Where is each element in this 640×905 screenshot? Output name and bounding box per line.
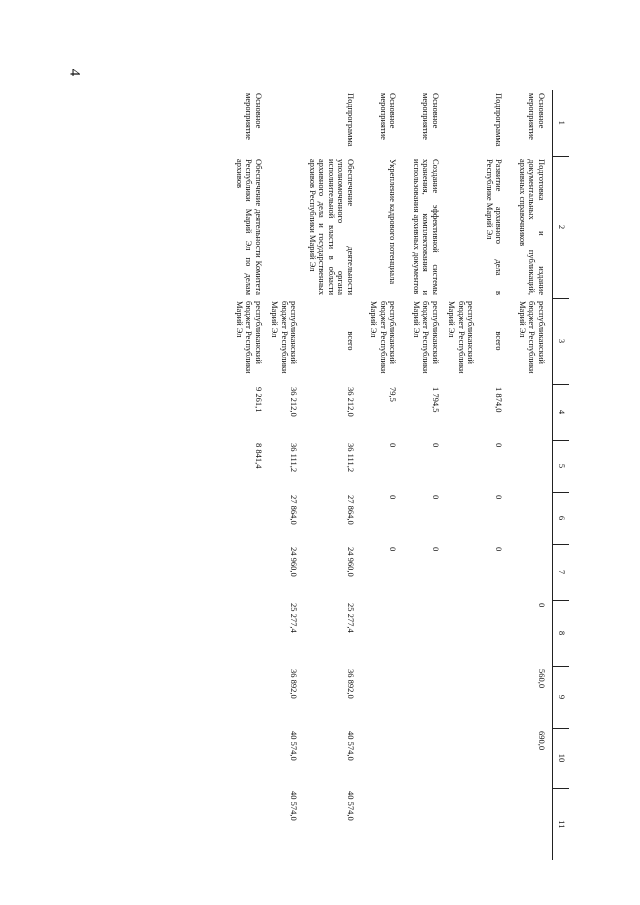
value-cell: 0 <box>430 547 441 552</box>
funding-source: республиканский бюджет Республики Марий Эл <box>234 301 264 374</box>
table-row <box>476 90 509 860</box>
value-cell <box>446 600 477 666</box>
value-cell <box>361 728 404 788</box>
value-cell <box>476 788 509 860</box>
table-row <box>361 90 404 860</box>
col-header: 10 <box>553 728 570 788</box>
table-row <box>226 90 269 860</box>
col-header: 3 <box>553 298 570 384</box>
value-cell: 36 111,2 <box>345 443 356 473</box>
col-header: 6 <box>553 492 570 544</box>
value-cell: 40 574,0 <box>345 791 356 821</box>
col-header: 8 <box>553 600 570 666</box>
value-cell: 25 277,4 <box>345 603 356 633</box>
row-type: Основное мероприятие <box>378 93 399 140</box>
row-type: Подпрограмма <box>494 93 505 147</box>
column-number-row <box>553 90 570 860</box>
value-cell: 0 <box>430 443 441 448</box>
value-cell <box>226 492 269 544</box>
value-cell <box>403 728 446 788</box>
value-cell: 0 <box>388 495 399 500</box>
row-name: Обеспечение деятельности уполномоченного органа исполнительной власти в области архивного дела и государственных архивов Республики Марий Эл <box>307 159 356 295</box>
funding-source: республиканский бюджет Республики Марий Эл <box>411 301 441 374</box>
value-cell: 0 <box>494 547 505 552</box>
funding-source: республиканский бюджет Республики Марий Эл <box>369 301 399 374</box>
value-cell: 0 <box>388 443 399 448</box>
value-cell <box>361 788 404 860</box>
value-cell: 0 <box>430 495 441 500</box>
value-cell <box>446 728 477 788</box>
value-cell: 0 <box>494 443 505 448</box>
value-cell <box>403 600 446 666</box>
col-header: 1 <box>553 90 570 156</box>
value-cell: 36 892,0 <box>345 669 356 699</box>
budget-table <box>226 90 569 860</box>
value-cell: 0 <box>537 603 547 608</box>
col-header: 2 <box>553 156 570 298</box>
funding-source: республиканский бюджет Республики Марий Эл <box>270 301 300 374</box>
value-cell <box>226 666 269 728</box>
value-cell <box>509 440 552 492</box>
row-type: Подпрограмма <box>345 93 356 147</box>
col-header: 11 <box>553 788 570 860</box>
value-cell: 27 864,0 <box>345 495 356 525</box>
value-cell: 24 960,0 <box>289 547 300 577</box>
table-row <box>509 90 552 860</box>
col-header: 7 <box>553 544 570 600</box>
value-cell: 24 960,0 <box>345 547 356 577</box>
col-header: 4 <box>553 384 570 440</box>
value-cell: 25 277,4 <box>289 603 300 633</box>
value-cell <box>361 666 404 728</box>
value-cell <box>226 728 269 788</box>
value-cell: 560,0 <box>537 669 547 689</box>
value-cell: 690,0 <box>537 731 547 751</box>
value-cell: 0 <box>388 547 399 552</box>
value-cell: 1 794,5 <box>430 387 441 413</box>
rotated-page-content <box>114 90 569 860</box>
value-cell <box>509 384 552 440</box>
row-name: Создание эффективной системы хранения, комплектования и использования архивных документов <box>411 159 441 295</box>
value-cell <box>361 600 404 666</box>
value-cell: 0 <box>494 495 505 500</box>
funding-source: республиканский бюджет Республики Марий Эл <box>447 301 477 374</box>
value-cell <box>446 788 477 860</box>
value-cell: 36 892,0 <box>289 669 300 699</box>
table-row <box>299 90 361 860</box>
value-cell <box>509 788 552 860</box>
col-header: 9 <box>553 666 570 728</box>
table-row <box>269 90 300 860</box>
value-cell <box>446 666 477 728</box>
row-type: Основное мероприятие <box>421 93 441 140</box>
value-cell: 9 261,1 <box>253 387 264 413</box>
row-name: Обеспечение деятельности Комитета Республики Марий Эл по делам архивов <box>234 159 264 295</box>
row-type <box>446 90 477 156</box>
value-cell <box>476 600 509 666</box>
row-name: Развитие архивного дела в Республике Марий Эл <box>484 159 505 295</box>
value-cell <box>509 544 552 600</box>
row-name: Укрепление кадрового потенциала <box>388 159 399 285</box>
funding-source: республиканский бюджет Республики Марий Эл <box>517 301 547 374</box>
col-header: 5 <box>553 440 570 492</box>
value-cell: 1 874,0 <box>494 387 505 413</box>
value-cell <box>226 788 269 860</box>
row-type: Основное мероприятие <box>527 93 547 140</box>
value-cell <box>446 440 477 492</box>
value-cell <box>509 492 552 544</box>
value-cell: 40 574,0 <box>289 791 300 821</box>
value-cell: 36 212,0 <box>345 387 356 417</box>
table-row <box>446 90 477 860</box>
value-cell: 36 111,2 <box>289 443 300 473</box>
funding-source: всего <box>345 331 356 351</box>
value-cell <box>226 544 269 600</box>
value-cell: 79,5 <box>388 387 399 402</box>
row-type: Основное мероприятие <box>244 93 264 140</box>
funding-source: всего <box>494 331 505 351</box>
row-name <box>446 156 477 298</box>
value-cell <box>403 788 446 860</box>
value-cell: 40 574,0 <box>345 731 356 761</box>
value-cell <box>476 728 509 788</box>
value-cell <box>476 666 509 728</box>
value-cell: 40 574,0 <box>289 731 300 761</box>
table-row <box>403 90 446 860</box>
row-name: Подготовка и издание документальных публикаций, архивных справочников <box>517 159 547 295</box>
page-number: 4 <box>66 68 83 77</box>
value-cell <box>403 666 446 728</box>
value-cell: 36 212,0 <box>289 387 300 417</box>
value-cell <box>446 544 477 600</box>
value-cell <box>446 384 477 440</box>
value-cell: 8 841,4 <box>253 443 264 469</box>
row-name <box>269 156 300 298</box>
value-cell: 27 864,0 <box>289 495 300 525</box>
value-cell <box>446 492 477 544</box>
row-type <box>269 90 300 156</box>
value-cell <box>226 600 269 666</box>
